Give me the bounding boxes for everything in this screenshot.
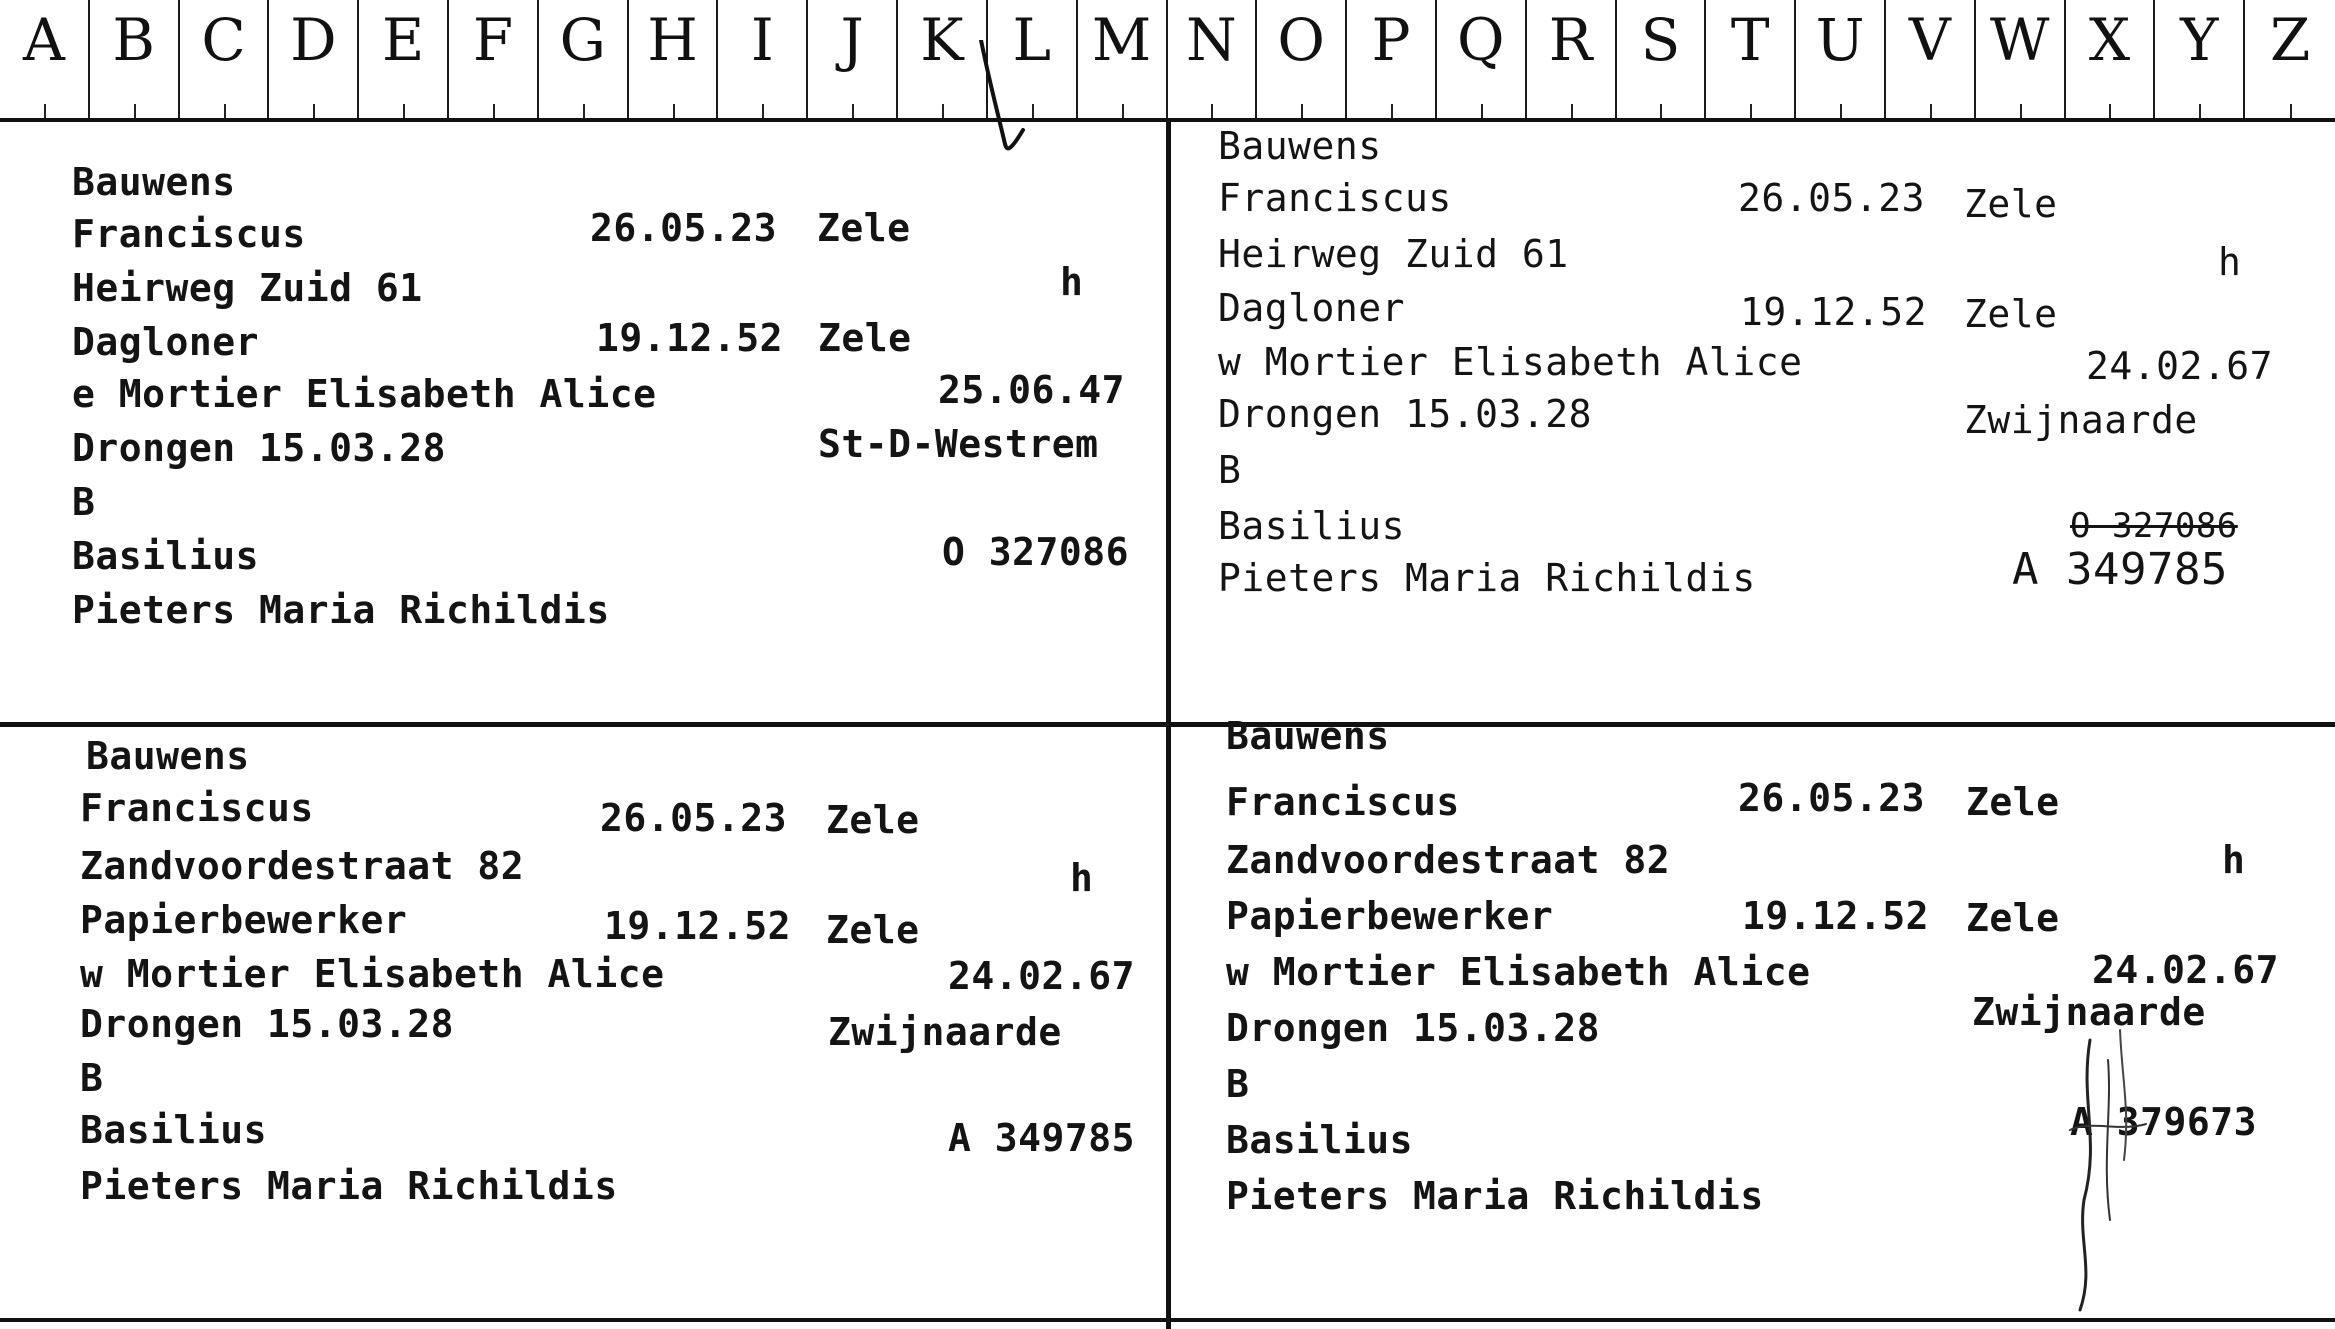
registration-date: 19.12.52 (604, 904, 792, 948)
nationality: B (1226, 1062, 1250, 1106)
mother-name: Pieters Maria Richildis (1226, 1174, 1764, 1218)
tab-s[interactable] (1617, 0, 1707, 120)
tab-letter: Z (2269, 6, 2311, 74)
tab-letter: E (381, 6, 425, 74)
surname: Bauwens (86, 734, 250, 778)
card-divider-bottom (0, 1318, 2335, 1322)
father-name: Basilius (1226, 1118, 1414, 1162)
registration-place: Zele (826, 908, 920, 952)
birth-place: Zele (1966, 780, 2060, 824)
move-place: St-D-Westrem (818, 422, 1099, 466)
spouse: e Mortier Elisabeth Alice (72, 372, 657, 416)
id-number: A 379673 (2070, 1100, 2258, 1144)
registration-place: Zele (1964, 292, 2058, 336)
tab-letter: Q (1457, 6, 1505, 74)
tab-letter: R (1548, 6, 1593, 74)
registration-place: Zele (818, 316, 912, 360)
marital-mark: h (2218, 240, 2242, 284)
tab-letter: U (1815, 6, 1865, 74)
tab-u[interactable] (1796, 0, 1886, 120)
spouse: w Mortier Elisabeth Alice (80, 952, 665, 996)
move-place: Zwijnaarde (1964, 398, 2198, 442)
move-date: 24.02.67 (2086, 344, 2274, 388)
surname: Bauwens (1226, 714, 1390, 758)
tab-letter: T (1730, 6, 1770, 74)
tab-letter: V (1908, 6, 1951, 74)
father-name: Basilius (72, 534, 260, 578)
given-name: Franciscus (72, 212, 306, 256)
id-number: A 349785 (2012, 544, 2228, 595)
registration-date: 19.12.52 (1740, 290, 1928, 334)
tab-n[interactable] (1168, 0, 1258, 120)
surname: Bauwens (72, 160, 236, 204)
tab-letter: J (840, 6, 864, 74)
birth-place: Zele (817, 206, 911, 250)
marital-mark: h (1060, 260, 1084, 304)
nationality: B (72, 480, 96, 524)
tab-r[interactable] (1527, 0, 1617, 120)
tab-letter: K (920, 6, 964, 74)
address: Heirweg Zuid 61 (72, 266, 423, 310)
handwritten-check-mark (975, 40, 1035, 170)
tab-letter: C (201, 6, 246, 74)
father-name: Basilius (1218, 504, 1406, 548)
occupation: Papierbewerker (1226, 894, 1554, 938)
tab-x[interactable] (2066, 0, 2156, 120)
move-place: Zwijnaarde (828, 1010, 1062, 1054)
tab-f[interactable] (449, 0, 539, 120)
tab-letter: X (2088, 6, 2131, 74)
tab-letter: M (1091, 6, 1152, 74)
tab-letter: A (22, 6, 65, 74)
tab-letter: Y (2180, 6, 2219, 74)
nationality: B (80, 1056, 104, 1100)
marital-mark: h (2222, 838, 2246, 882)
id-number-struck: O 327086 (2070, 506, 2238, 546)
nationality: B (1218, 448, 1242, 492)
registration-date: 19.12.52 (596, 316, 784, 360)
tab-letter: N (1186, 6, 1237, 74)
occupation: Papierbewerker (80, 898, 408, 942)
registration-place: Zele (1966, 896, 2060, 940)
tab-p[interactable] (1347, 0, 1437, 120)
mother-name: Pieters Maria Richildis (80, 1164, 618, 1208)
address: Zandvoordestraat 82 (80, 844, 525, 888)
tab-o[interactable] (1257, 0, 1347, 120)
address: Zandvoordestraat 82 (1226, 838, 1671, 882)
tab-b[interactable] (90, 0, 180, 120)
spouse-birth: Drongen 15.03.28 (1218, 392, 1593, 436)
registration-date: 19.12.52 (1742, 894, 1930, 938)
tab-e[interactable] (359, 0, 449, 120)
birth-date: 26.05.23 (1738, 176, 1926, 220)
birth-date: 26.05.23 (590, 206, 778, 250)
tab-z[interactable] (2245, 0, 2335, 120)
tab-m[interactable] (1078, 0, 1168, 120)
spouse: w Mortier Elisabeth Alice (1218, 340, 1803, 384)
move-date: 25.06.47 (938, 368, 1126, 412)
father-name: Basilius (80, 1108, 268, 1152)
move-date: 24.02.67 (948, 954, 1136, 998)
mother-name: Pieters Maria Richildis (72, 588, 610, 632)
handwritten-signature-scribble (2050, 1020, 2170, 1320)
occupation: Dagloner (72, 320, 260, 364)
address: Heirweg Zuid 61 (1218, 232, 1569, 276)
tab-letter: H (647, 6, 698, 74)
tab-letter: P (1371, 6, 1411, 74)
alphabet-tab-strip (0, 0, 2335, 120)
tab-letter: D (290, 6, 337, 74)
birth-place: Zele (1964, 182, 2058, 226)
spouse-birth: Drongen 15.03.28 (1226, 1006, 1601, 1050)
mother-name: Pieters Maria Richildis (1218, 556, 1756, 600)
occupation: Dagloner (1218, 286, 1406, 330)
tab-d[interactable] (269, 0, 359, 120)
tab-letter: W (1989, 6, 2050, 74)
spouse-birth: Drongen 15.03.28 (80, 1002, 455, 1046)
tab-letter: B (112, 6, 156, 74)
tab-w[interactable] (1976, 0, 2066, 120)
tab-letter: O (1277, 6, 1325, 74)
birth-place: Zele (826, 798, 920, 842)
tab-letter: S (1640, 6, 1681, 74)
tab-v[interactable] (1886, 0, 1976, 120)
tab-i[interactable] (718, 0, 808, 120)
tab-t[interactable] (1706, 0, 1796, 120)
tab-h[interactable] (629, 0, 719, 120)
given-name: Franciscus (80, 786, 314, 830)
marital-mark: h (1070, 856, 1094, 900)
tab-j[interactable] (808, 0, 898, 120)
spouse-birth: Drongen 15.03.28 (72, 426, 447, 470)
tab-letter: I (750, 6, 774, 74)
birth-date: 26.05.23 (600, 796, 788, 840)
birth-date: 26.05.23 (1738, 776, 1926, 820)
tab-q[interactable] (1437, 0, 1527, 120)
id-number: O 327086 (942, 530, 1130, 574)
move-place: Zwijnaarde (1972, 990, 2206, 1034)
record-card-2 (1218, 124, 2318, 714)
tab-letter: G (559, 6, 606, 74)
tab-y[interactable] (2155, 0, 2245, 120)
move-date: 24.02.67 (2092, 948, 2280, 992)
tab-g[interactable] (539, 0, 629, 120)
tab-letter: L (1012, 6, 1052, 74)
tab-letter: F (472, 6, 514, 74)
spouse: w Mortier Elisabeth Alice (1226, 950, 1811, 994)
given-name: Franciscus (1226, 780, 1460, 824)
id-number: A 349785 (948, 1116, 1136, 1160)
given-name: Franciscus (1218, 176, 1452, 220)
surname: Bauwens (1218, 124, 1382, 168)
record-card-1 (72, 160, 1152, 700)
tab-a[interactable] (0, 0, 90, 120)
tab-c[interactable] (180, 0, 270, 120)
record-card-3 (80, 734, 1160, 1294)
